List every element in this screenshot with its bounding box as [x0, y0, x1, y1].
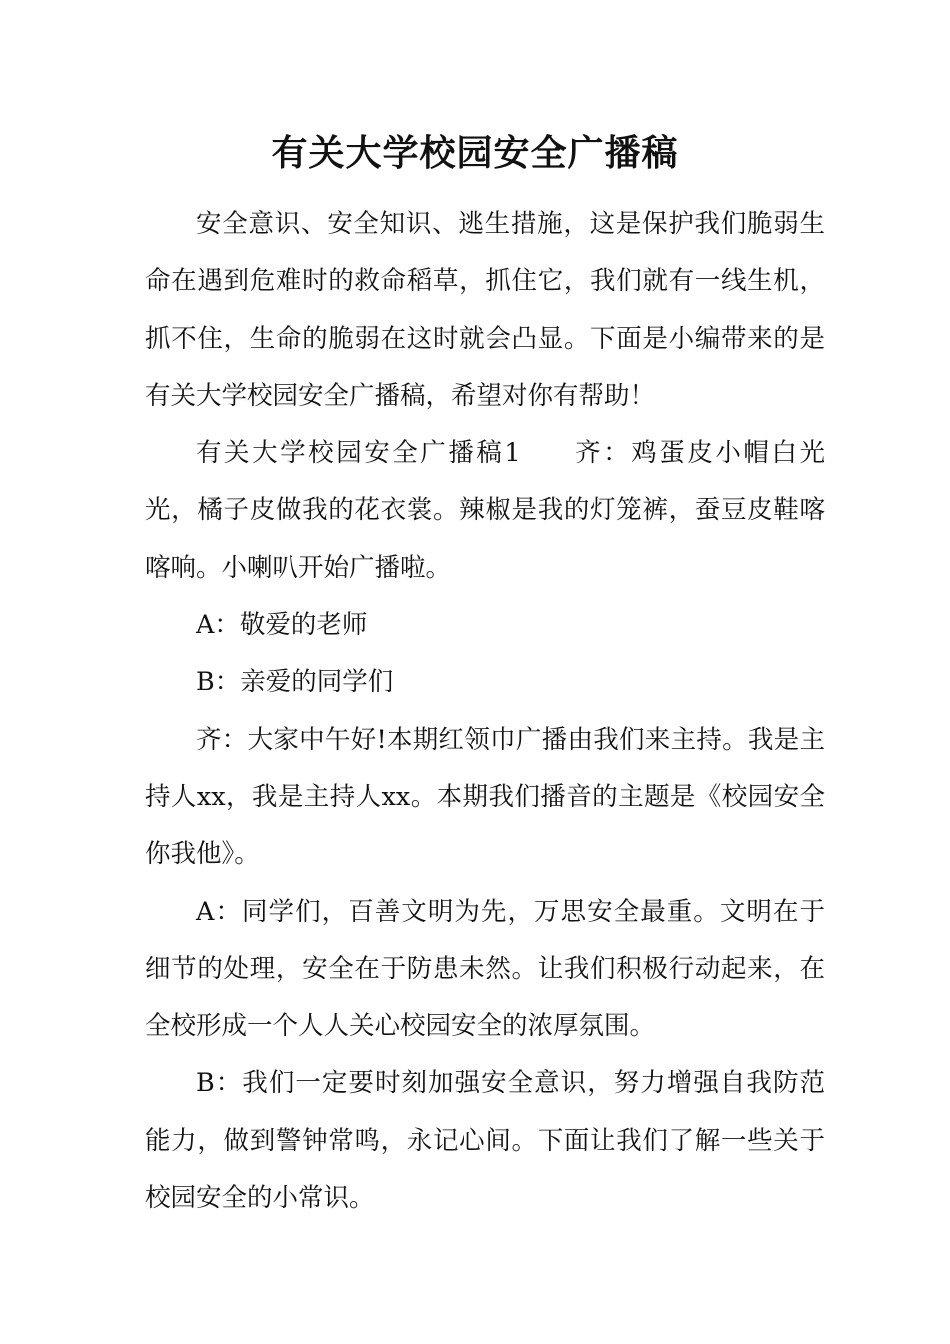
hosts-paragraph: 齐：大家中午好!本期红领巾广播由我们来主持。我是主持人xx，我是主持人xx。本期我们播音的主题是《校园安全你我他》。: [145, 724, 825, 870]
greeting-a-paragraph: A：敬爱的老师: [196, 610, 368, 641]
speaker-b-paragraph: B：我们一定要时刻加强安全意识，努力增强自我防范能力，做到警钟常鸣，永记心间。下面让我们了解一些关于校园安全的小常识。: [145, 1068, 825, 1214]
intro-paragraph: 安全意识、安全知识、逃生措施，这是保护我们脆弱生命在遇到危难时的救命稻草，抓住它，我们就有一线生机，抓不住，生命的脆弱在这时就会凸显。下面是小编带来的是有关大学校园安全广播稿，希望对你有帮助！: [145, 209, 825, 411]
section-heading: 有关大学校园安全广播稿1: [196, 438, 521, 469]
document-body: [145, 196, 825, 1227]
section-paragraph: [145, 425, 825, 597]
document-title: 有关大学校园安全广播稿: [271, 132, 679, 174]
speaker-a-paragraph: A：同学们，百善文明为先，万思安全最重。文明在于细节的处理，安全在于防患未然。让我们积极行动起来，在全校形成一个人人关心校园安全的浓厚氛围。: [145, 896, 825, 1042]
section-intro: 齐：鸡蛋皮小帽白光光，橘子皮做我的花衣裳。辣椒是我的灯笼裤，蚕豆皮鞋喀喀响。小喇叭开始广播啦。: [145, 438, 825, 583]
greeting-b-paragraph: B：亲爱的同学们: [196, 667, 394, 698]
